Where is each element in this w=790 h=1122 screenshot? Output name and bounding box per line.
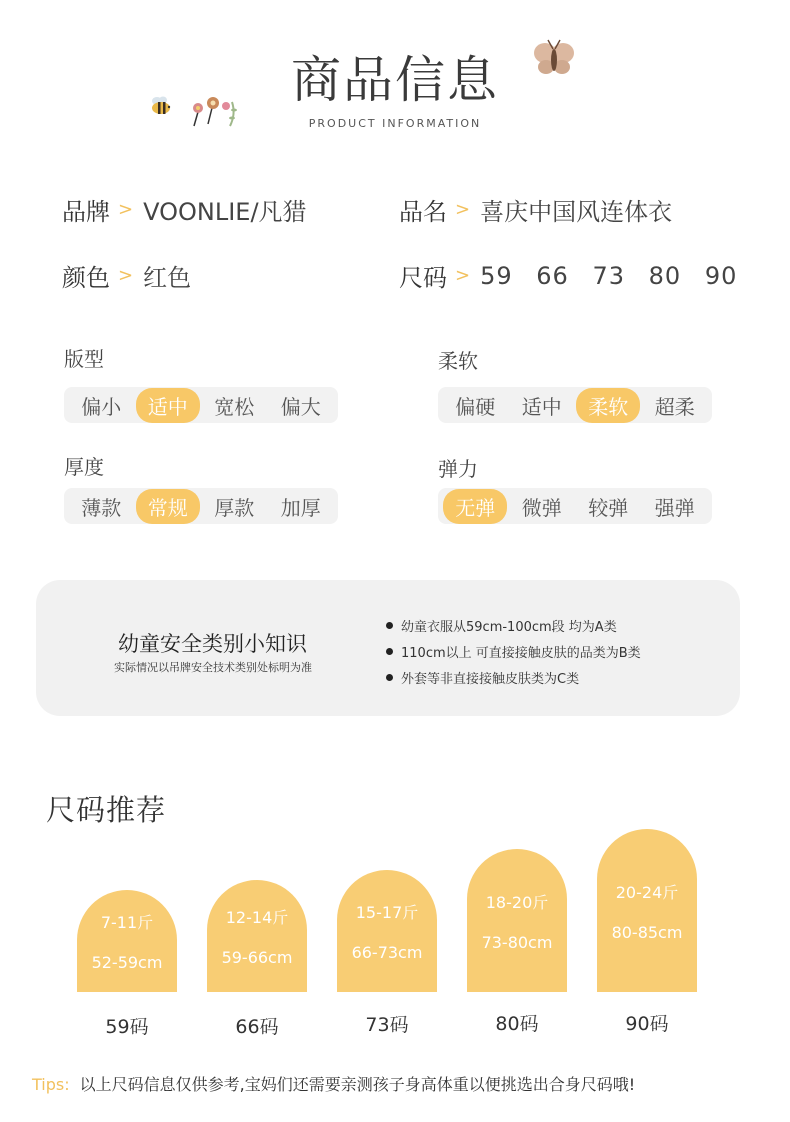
flowers-icon [186, 94, 242, 130]
chevron-right-icon: > [455, 199, 471, 220]
fit-option: 偏大 [280, 394, 321, 419]
safety-item-text: 110cm以上 可直接接触皮肤的品类为B类 [401, 645, 641, 661]
elasticity-option: 强弹 [654, 495, 695, 520]
color-value: 红色 [143, 264, 192, 292]
info-name [399, 192, 672, 227]
size-card [207, 880, 307, 992]
size-value: 59 [480, 261, 513, 290]
elasticity-scale [438, 488, 712, 524]
size-card [77, 890, 177, 992]
bullet-icon [386, 674, 393, 681]
size-weight: 20-24斤 [615, 882, 679, 902]
size-value: 66 [536, 261, 569, 290]
name-key: 品名 [399, 198, 447, 226]
thickness-scale [64, 488, 338, 524]
softness-option-selected: 柔软 [576, 388, 640, 423]
list-item [386, 638, 641, 664]
softness-option: 适中 [521, 394, 562, 419]
list-item [386, 612, 641, 638]
softness-option: 超柔 [654, 394, 695, 419]
elasticity-option: 微弹 [521, 495, 562, 520]
size-label: 59码 [105, 1016, 149, 1038]
size-recommend-title: 尺码推荐 [46, 793, 167, 827]
color-key: 颜色 [62, 264, 110, 292]
tips-text: 以上尺码信息仅供参考,宝妈们还需要亲测孩子身高体重以便挑选出合身尺码哦! [79, 1075, 636, 1094]
size-card [467, 849, 567, 992]
softness-scale [438, 387, 712, 423]
thickness-option-selected: 常规 [136, 489, 200, 524]
safety-item-text: 外套等非直接接触皮肤类为C类 [401, 671, 580, 687]
list-item [386, 664, 641, 690]
fit-label: 版型 [64, 347, 104, 371]
softness-option: 偏硬 [455, 394, 496, 419]
safety-subtitle: 实际情况以吊牌安全技术类别处标明为准 [114, 661, 312, 674]
butterfly-icon [532, 38, 576, 78]
size-height: 73-80cm [481, 932, 553, 952]
thickness-option: 加厚 [280, 495, 321, 520]
safety-item-text: 幼童衣服从59cm-100cm段 均为A类 [401, 619, 617, 635]
size-card [337, 870, 437, 992]
page-title: 商品信息 [291, 51, 499, 109]
size-label: 80码 [495, 1013, 539, 1035]
bee-icon [148, 95, 174, 117]
size-height: 80-85cm [611, 922, 683, 942]
fit-scale [64, 387, 338, 423]
chevron-right-icon: > [118, 199, 134, 220]
size-values [480, 262, 753, 290]
fit-option-selected: 适中 [136, 388, 200, 423]
tips [32, 1072, 635, 1095]
thickness-label: 厚度 [64, 455, 104, 479]
size-value: 73 [592, 261, 626, 290]
size-value: 90 [704, 261, 738, 290]
bullet-icon [386, 648, 393, 655]
size-label: 66码 [235, 1016, 279, 1038]
size-height: 52-59cm [91, 953, 163, 972]
tips-label: Tips: [32, 1075, 70, 1094]
info-brand [62, 192, 307, 227]
size-height: 59-66cm [221, 948, 293, 967]
fit-option: 宽松 [214, 394, 255, 419]
size-weight: 12-14斤 [225, 908, 289, 927]
fit-option: 偏小 [81, 394, 122, 419]
bullet-icon [386, 622, 393, 629]
chevron-right-icon: > [118, 265, 134, 286]
thickness-option: 厚款 [214, 495, 255, 520]
elasticity-option-selected: 无弹 [443, 489, 507, 524]
elasticity-option: 较弹 [588, 495, 629, 520]
size-weight: 7-11斤 [100, 913, 154, 932]
brand-key: 品牌 [62, 198, 110, 226]
size-height: 66-73cm [351, 943, 423, 962]
elasticity-label: 弹力 [438, 457, 478, 481]
thickness-option: 薄款 [81, 495, 122, 520]
size-label: 90码 [625, 1013, 669, 1035]
safety-list [386, 612, 641, 690]
info-size [399, 258, 753, 293]
info-color [62, 258, 191, 293]
size-weight: 15-17斤 [355, 903, 419, 922]
page-subtitle: PRODUCT INFORMATION [308, 117, 482, 130]
size-value: 80 [648, 261, 682, 290]
safety-title: 幼童安全类别小知识 [118, 632, 307, 656]
softness-label: 柔软 [438, 349, 478, 373]
chevron-right-icon: > [455, 265, 471, 286]
size-card [597, 829, 697, 992]
name-value: 喜庆中国风连体衣 [480, 198, 673, 226]
size-weight: 18-20斤 [485, 892, 549, 912]
size-key: 尺码 [399, 264, 447, 292]
brand-value: VOONLIE/凡猎 [143, 198, 307, 226]
size-label: 73码 [365, 1014, 409, 1036]
